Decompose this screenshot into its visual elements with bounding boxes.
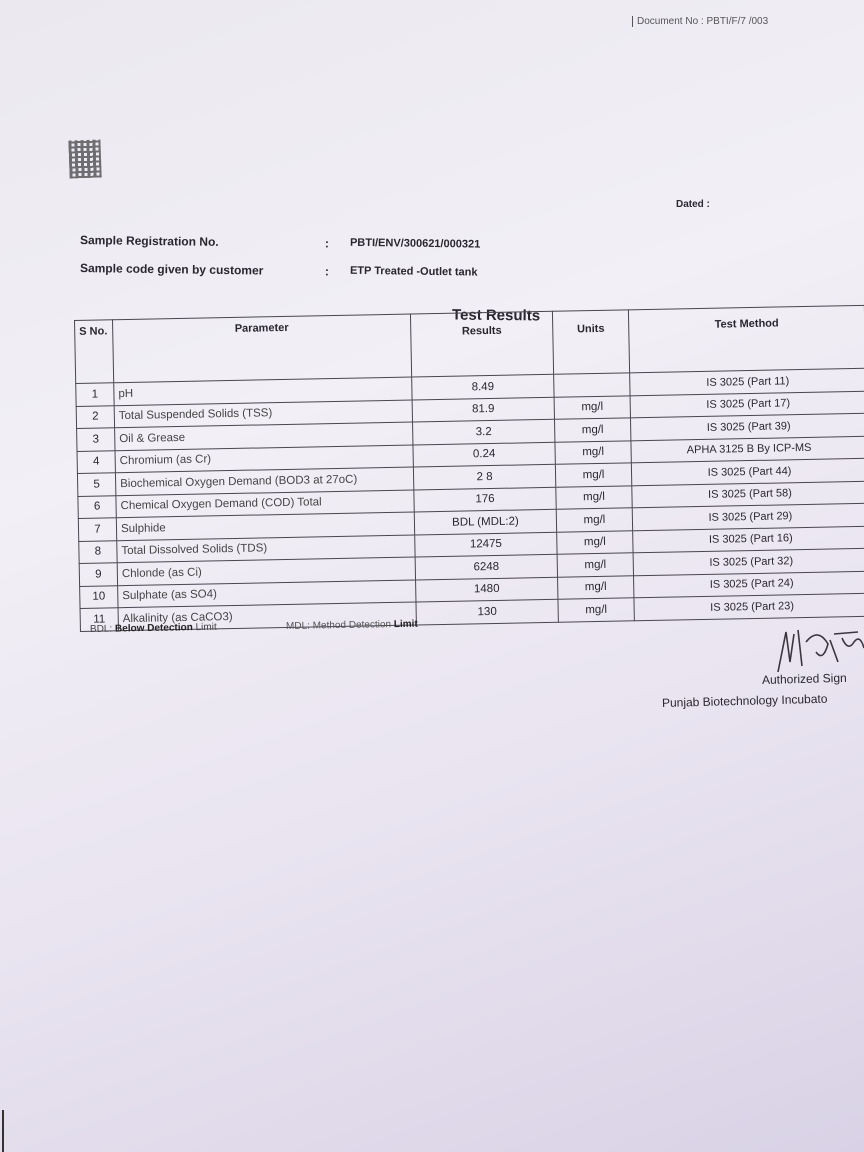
cell-sno: 11 (80, 608, 118, 631)
header-test-method: Test Method (628, 305, 864, 373)
sample-registration-value: PBTI/ENV/300621/000321 (349, 236, 481, 251)
cell-sno: 6 (78, 495, 116, 518)
mdl-note (286, 619, 418, 632)
bdl-bold: Below Detection (114, 622, 193, 635)
qr-code-icon (68, 139, 101, 178)
dated-label: Dated : (676, 199, 710, 210)
header-units: Units (552, 310, 629, 374)
cell-parameter: Oil & Grease (115, 422, 413, 450)
cell-method: IS 3025 (Part 44) (631, 458, 864, 485)
cell-method: IS 3025 (Part 24) (634, 571, 864, 598)
cell-result: 130 (416, 599, 558, 624)
cell-method: APHA 3125 B By ICP-MS (631, 436, 864, 463)
cell-parameter: Chemical Oxygen Demand (COD) Total (116, 490, 414, 518)
header-parameter: Parameter (113, 314, 412, 383)
results-table-wrapper (74, 305, 864, 635)
cell-unit: mg/l (558, 575, 634, 599)
cell-unit: mg/l (557, 530, 633, 554)
cell-result: 81.9 (412, 397, 554, 422)
bdl-rest: Limit (195, 621, 217, 634)
results-table-body (76, 368, 864, 634)
cell-sno: 10 (80, 585, 118, 608)
mdl-abbr: MDL: (285, 620, 310, 632)
cell-result: 8.49 (412, 374, 554, 399)
cell-sno: 7 (78, 518, 116, 541)
sample-code-value: ETP Treated -Outlet tank (349, 264, 478, 279)
cell-result: BDL (MDL:2) (414, 509, 556, 534)
colon-separator: : (324, 264, 330, 279)
cell-unit: mg/l (555, 463, 631, 487)
cell-parameter: Alkalinity (as CaCO3) (118, 602, 416, 630)
mdl-rest: Method Detection (312, 619, 392, 632)
cell-unit: mg/l (557, 553, 633, 577)
cell-parameter: Total Dissolved Solids (TDS) (117, 534, 415, 562)
cell-sno: 1 (76, 383, 114, 406)
colon-separator: : (324, 236, 330, 251)
cell-result: 2 8 (413, 464, 555, 489)
cell-sno: 5 (77, 473, 115, 496)
sample-code-label: Sample code given by customer (79, 261, 264, 278)
cell-unit: mg/l (556, 485, 632, 509)
document-number: Document No : PBTI/F/7 /003 (632, 16, 768, 27)
cell-result: 3.2 (413, 419, 555, 444)
cell-unit: mg/l (555, 440, 631, 464)
cell-parameter: Sulphide (116, 512, 414, 540)
cell-unit: mg/l (556, 508, 632, 532)
cell-unit: mg/l (554, 418, 630, 442)
cell-parameter: Total Suspended Solids (TSS) (114, 400, 412, 428)
test-results-title: Test Results (451, 306, 541, 325)
cell-sno: 3 (77, 428, 115, 451)
cell-sno: 8 (79, 540, 117, 563)
cell-method: IS 3025 (Part 39) (630, 413, 864, 440)
paper-edge (2, 1110, 4, 1152)
cell-result: 1480 (416, 577, 558, 602)
cell-method: IS 3025 (Part 29) (632, 503, 864, 530)
cell-parameter: Sulphate (as SO4) (118, 579, 416, 607)
cell-parameter: pH (114, 377, 412, 405)
cell-result: 6248 (415, 554, 557, 579)
cell-method: IS 3025 (Part 11) (630, 368, 864, 395)
cell-parameter: Biochemical Oxygen Demand (BOD3 at 27oC) (115, 467, 413, 495)
results-table (74, 305, 864, 635)
cell-method: IS 3025 (Part 23) (634, 593, 864, 620)
cell-parameter: Chlonde (as Ci) (117, 557, 415, 585)
cell-unit: mg/l (554, 395, 630, 419)
cell-sno: 4 (77, 450, 115, 473)
cell-unit: mg/l (558, 598, 634, 622)
header-sno: S No. (75, 320, 114, 384)
cell-method: IS 3025 (Part 17) (630, 391, 864, 418)
cell-sno: 9 (79, 563, 117, 586)
cell-method: IS 3025 (Part 16) (633, 526, 864, 553)
sample-code-row (79, 261, 478, 279)
sample-registration-row (79, 233, 481, 251)
organization-name: Punjab Biotechnology Incubato (661, 691, 828, 710)
cell-parameter: Chromium (as Cr) (115, 445, 413, 473)
cell-sno: 2 (76, 405, 114, 428)
cell-unit (554, 373, 630, 397)
cell-method: IS 3025 (Part 32) (633, 548, 864, 575)
cell-result: 0.24 (413, 442, 555, 467)
authorized-signatory: Authorized Sign (761, 670, 847, 687)
bdl-note (90, 622, 217, 635)
sample-registration-label: Sample Registration No. (79, 233, 219, 249)
cell-method: IS 3025 (Part 58) (632, 481, 864, 508)
header-results: Results (410, 311, 553, 377)
cell-result: 176 (414, 487, 556, 512)
mdl-bold: Limit (393, 618, 418, 631)
bdl-abbr: BDL: (89, 623, 113, 635)
cell-result: 12475 (415, 532, 557, 557)
